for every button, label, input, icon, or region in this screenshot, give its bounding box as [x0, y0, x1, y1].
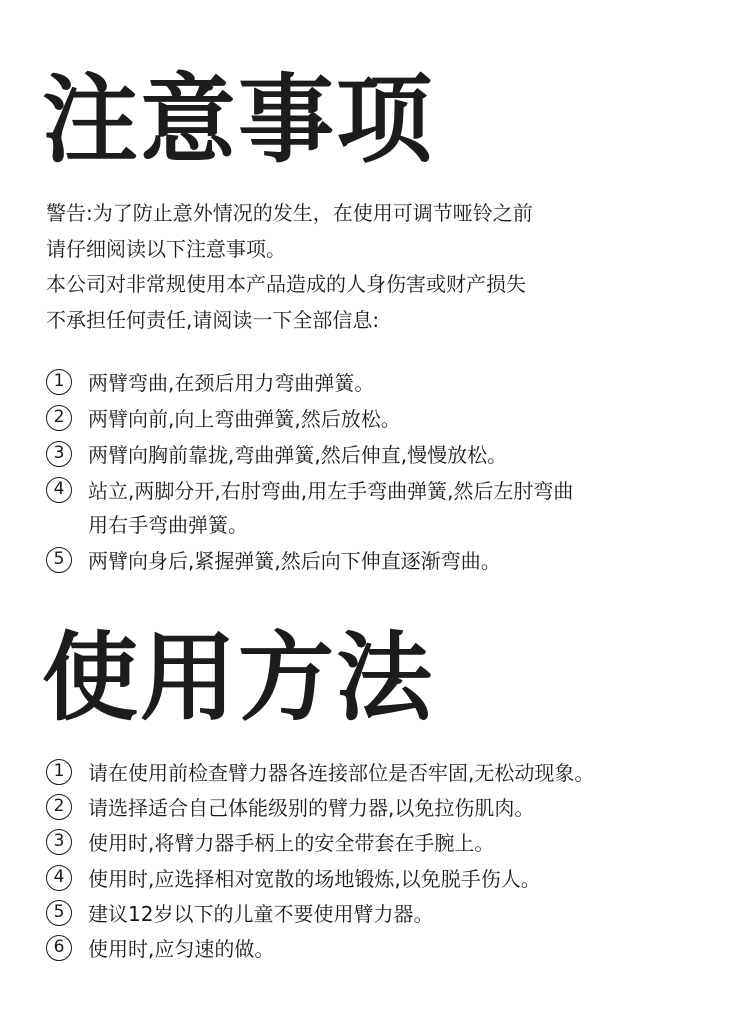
circled-number: 6: [46, 935, 72, 961]
usage-title: 使用方法: [42, 622, 434, 734]
circled-number: 3: [46, 441, 72, 467]
list-item: [46, 897, 736, 931]
list-item-text: 建议12岁以下的儿童不要使用臂力器。: [88, 901, 434, 926]
list-item-text: 两臂向胸前靠拢,弯曲弹簧,然后伸直,慢慢放松。: [88, 443, 508, 467]
precautions-list: [46, 366, 736, 580]
list-item-text: 站立,两脚分开,右肘弯曲,用左手弯曲弹簧,然后左肘弯曲: [88, 479, 574, 503]
usage-list: [46, 756, 736, 967]
warning-line: 不承担任何责任,请阅读一下全部信息:: [46, 307, 380, 332]
list-item-text: 两臂向前,向上弯曲弹簧,然后放松。: [88, 407, 401, 431]
list-item-text: 请在使用前检查臂力器各连接部位是否牢固,无松动现象。: [88, 761, 595, 785]
circled-number: 2: [46, 405, 72, 431]
list-item: [46, 932, 736, 966]
precautions-title: 注意事项: [42, 64, 434, 176]
circled-number: 4: [46, 865, 72, 891]
list-item-text: 两臂向身后,紧握弹簧,然后向下伸直逐渐弯曲。: [88, 549, 501, 573]
warning-line: 本公司对非常规使用本产品造成的人身伤害或财产损失: [46, 272, 526, 296]
list-item-text: 使用时,将臂力器手柄上的安全带套在手腕上。: [88, 831, 495, 856]
list-item-text: 使用时,应匀速的做。: [88, 936, 275, 961]
warning-line: 警告:为了防止意外情况的发生，在使用可调节哑铃之前: [46, 201, 533, 225]
list-item: [46, 756, 736, 790]
list-item-text: 两臂弯曲,在颈后用力弯曲弹簧。: [88, 371, 375, 395]
circled-number: 3: [46, 829, 72, 855]
circled-number: 4: [46, 477, 72, 503]
circled-number: 5: [46, 547, 72, 573]
list-item: [46, 544, 736, 578]
list-item: [46, 791, 736, 825]
list-item-text: 用右手弯曲弹簧。: [88, 513, 248, 537]
list-item-text: 使用时,应选择相对宽散的场地锻炼,以免脱手伤人。: [88, 866, 541, 891]
circled-number: 1: [46, 759, 72, 785]
list-item: [46, 402, 736, 436]
list-item: [46, 862, 736, 896]
warning-paragraph: [46, 196, 726, 338]
list-item: [46, 438, 736, 472]
list-item: [46, 366, 736, 400]
circled-number: 2: [46, 794, 72, 820]
circled-number: 1: [46, 369, 72, 395]
list-item: [46, 474, 736, 542]
warning-line: 请仔细阅读以下注意事项。: [46, 236, 286, 261]
list-item: [46, 826, 736, 860]
list-item-text: 请选择适合自己体能级别的臂力器,以免拉伤肌肉。: [88, 796, 535, 821]
circled-number: 5: [46, 900, 72, 926]
